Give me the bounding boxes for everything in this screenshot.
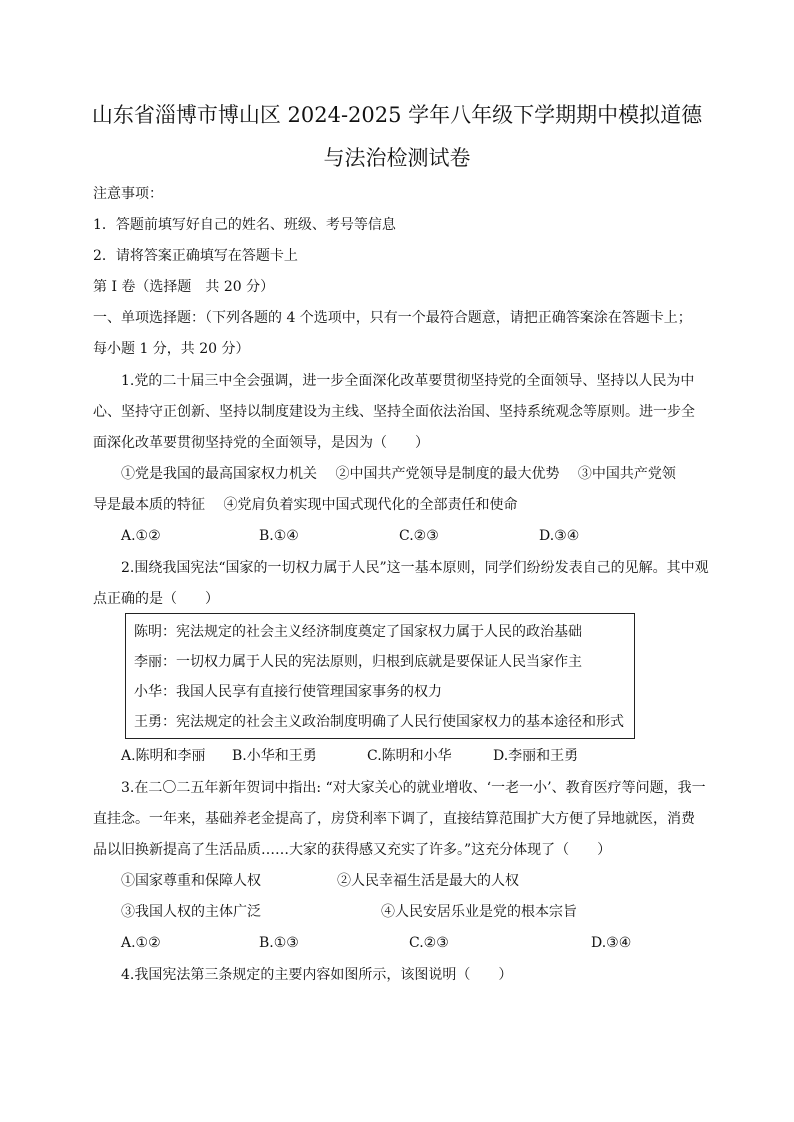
q3-item-1: ①国家尊重和保障人权 <box>121 873 261 889</box>
part-1-heading: 第 I 卷（选择题 共 20 分） <box>93 279 275 295</box>
q3-option-c[interactable]: C.②③ <box>409 935 449 951</box>
q1-option-c[interactable]: C.②③ <box>399 528 439 544</box>
section-1-instructions-line1: 一、单项选择题：（下列各题的 4 个选项中，只有一个最符合题意，请把正确答案涂在答题卡上； <box>93 310 692 326</box>
q1-option-a[interactable]: A.①② <box>121 528 161 544</box>
q2-options <box>121 746 713 766</box>
q2-viewpoint-lili: 李丽：一切权力属于人民的宪法原则，归根到底就是要保证人民当家作主 <box>134 654 582 670</box>
q2-viewpoint-xiaohua: 小华：我国人民享有直接行使管理国家事务的权力 <box>134 684 442 700</box>
q3-stem-line2: 直挂念。一年来，基础养老金提高了，房贷利率下调了，直接结算范围扩大方便了异地就医，消费 <box>93 811 695 827</box>
q1-items-line1: ①党是我国的最高国家权力机关 ②中国共产党领导是制度的最大优势 ③中国共产党领 <box>121 466 676 482</box>
q2-viewpoint-chenming: 陈明：宪法规定的社会主义经济制度奠定了国家权力属于人民的政治基础 <box>134 624 582 640</box>
q3-item-4: ④人民安居乐业是党的根本宗旨 <box>381 904 577 920</box>
q3-option-a[interactable]: A.①② <box>121 935 161 951</box>
q3-stem-line3: 品以旧换新提高了生活品质……大家的获得感又充实了许多。”这充分体现了（ ） <box>93 842 612 858</box>
q2-option-d[interactable]: D.李丽和王勇 <box>493 748 579 764</box>
q2-option-b[interactable]: B.小华和王勇 <box>232 748 317 764</box>
q3-option-d[interactable]: D.③④ <box>591 935 632 951</box>
q1-stem-line3: 面深化改革要贯彻坚持党的全面领导，是因为（ ） <box>93 435 429 451</box>
exam-title-line1: 山东省淄博市博山区 2024-2025 学年八年级下学期期中模拟道德 <box>91 103 703 127</box>
q1-stem-line2: 心、坚持守正创新、坚持以制度建设为主线、坚持全面依法治国、坚持系统观念等原则。进一步全 <box>93 404 695 420</box>
q3-stem-line1: 3.在二〇二五年新年贺词中指出: “对大家关心的就业增收、‘一老一小’、教育医疗等问题，我一 <box>121 780 706 796</box>
q3-items-row2 <box>121 902 713 922</box>
q1-options <box>121 526 713 546</box>
section-1-instructions-line2: 每小题 1 分，共 20 分） <box>93 341 250 357</box>
q3-options <box>121 933 713 953</box>
q3-item-2: ②人民幸福生活是最大的人权 <box>337 873 519 889</box>
q1-stem-line1: 1.党的二十届三中全会强调，进一步全面深化改革要贯彻坚持党的全面领导、坚持以人民为中 <box>121 373 695 389</box>
q2-stem-line2: 点正确的是（ ） <box>93 591 219 607</box>
notice-item-1: 1．答题前填写好自己的姓名、班级、考号等信息 <box>93 217 396 233</box>
q1-items-line2: 导是最本质的特征 ④党肩负着实现中国式现代化的全部责任和使命 <box>93 497 518 513</box>
q2-option-c[interactable]: C.陈明和小华 <box>367 748 452 764</box>
q2-stem-line1: 2.围绕我国宪法“国家的一切权力属于人民”这一基本原则，同学们纷纷发表自己的见解。其中观 <box>121 560 709 576</box>
q1-option-b[interactable]: B.①④ <box>259 528 299 544</box>
notice-item-2: 2．请将答案正确填写在答题卡上 <box>93 248 298 264</box>
exam-title-line2: 与法治检测试卷 <box>323 146 471 170</box>
q3-item-3: ③我国人权的主体广泛 <box>121 904 261 920</box>
q2-viewpoint-box <box>125 613 635 739</box>
q4-stem-line1: 4.我国宪法第三条规定的主要内容如图所示，该图说明（ ） <box>121 967 513 983</box>
notice-heading: 注意事项： <box>93 186 163 202</box>
q3-option-b[interactable]: B.①③ <box>259 935 299 951</box>
q1-option-d[interactable]: D.③④ <box>539 528 580 544</box>
q2-viewpoint-wangyong: 王勇：宪法规定的社会主义政治制度明确了人民行使国家权力的基本途径和形式 <box>134 714 624 730</box>
q3-items-row1 <box>121 871 713 891</box>
q2-option-a[interactable]: A.陈明和李丽 <box>121 748 206 764</box>
